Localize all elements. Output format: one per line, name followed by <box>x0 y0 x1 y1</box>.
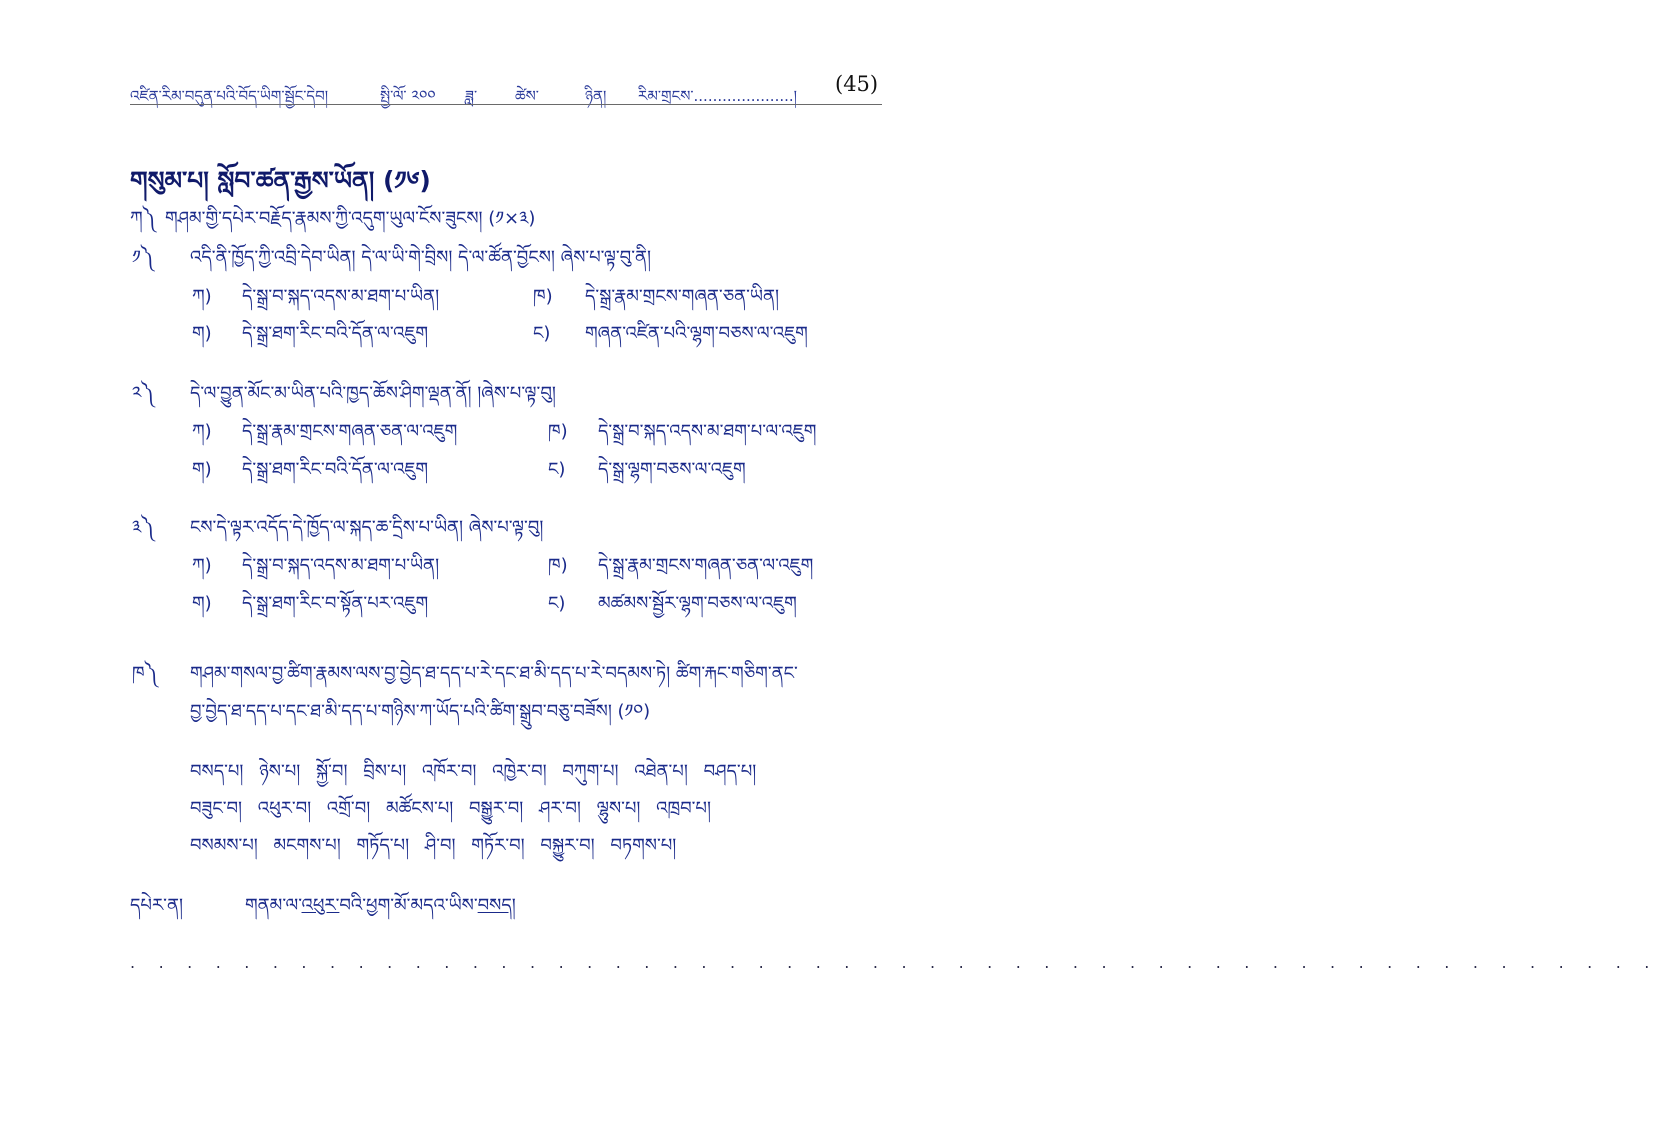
answer-line: . . . . . . . . . . . . . . . . . . . . . . . . . . . . . . . . . . . . . . . . . . . . . . . . . . . . . . <box>130 953 1659 972</box>
word-bank-item: འཁྱེར་བ། <box>492 761 547 782</box>
word-bank-item: གཏོད་པ། <box>356 835 410 856</box>
word-bank-item: འཐེན་པ། <box>634 761 688 782</box>
option-letter: ང) <box>548 459 566 480</box>
option-letter: ཀ) <box>192 555 212 576</box>
example-text: བའི་ཕྱག་མོ་མདའ་ཡིས་ <box>339 895 478 916</box>
option-text: དེ་སྒྲ་ཐག་རིང་བའི་དོན་ལ་འཇུག <box>242 459 429 480</box>
word-bank-item: འཁོར་བ། <box>421 761 477 782</box>
question-2-prompt-line-2: བྱ་བྱེད་ཐ་དད་པ་དང་ཐ་མི་དད་པ་གཉིས་ཀ་ཡོད་པའི་ཚིག་སྒྲུབ་བཅུ་བཟོས། (༡༠) <box>190 701 651 722</box>
sub-question-number: ༣༽ <box>132 517 155 538</box>
option-text: དེ་སྒྲ་རྣམ་གྲངས་གཞན་ཅན་ལ་འཇུག <box>598 555 814 576</box>
word-bank-item: འགྲོ་བ། <box>326 798 371 819</box>
option-text: དེ་སྒྲ་རྣམ་གྲངས་གཞན་ཅན་ལ་འཇུག <box>242 421 458 442</box>
option-text: དེ་སྒྲ་བ་སྐད་འདས་མ་ཐག་པ་ཡིན། <box>242 286 440 307</box>
sub-question-number: ༡༽ <box>132 247 154 268</box>
page-header <box>130 72 880 106</box>
option-letter: ཁ) <box>548 421 568 442</box>
sub-question-text: དེ་ལ་བྱུན་མོང་མ་ཡིན་པའི་ཁྱད་ཆོས་ཤིག་ལྡན་ནོ། །ཞེས་པ་ལྟ་བུ། <box>190 383 556 404</box>
example-sentence <box>245 886 516 936</box>
question-2-prompt-line-1: གཤམ་གསལ་བྱ་ཚིག་རྣམས་ལས་བྱ་བྱེད་ཐ་དད་པ་རེ་དང་ཐ་མི་དད་པ་རེ་བདམས་ཏེ། ཚིག་རྐང་གཅིག་ནང་ <box>190 663 798 684</box>
option-text: དེ་སྒྲ་བ་སྐད་འདས་མ་ཐག་པ་ཡིན། <box>242 555 440 576</box>
word-bank-item: ཉེས་པ། <box>259 761 301 782</box>
date-year: སྤྱི་ལོ་ ༢༠༠ <box>380 87 436 105</box>
option-text: དེ་སྒྲ་ཐག་རིང་བ་སྟོན་པར་འཇུག <box>242 593 429 614</box>
option-text: དེ་སྒྲ་ལྷག་བཅས་ལ་འཇུག <box>598 459 746 480</box>
example-underlined-word: འཕུར་ <box>301 895 340 916</box>
book-title: འཛིན་རིམ་བདུན་པའི་བོད་ཡིག་སྦྱོང་དེབ། <box>130 87 329 105</box>
word-bank-item: སྐྱོ་བ། <box>316 761 348 782</box>
word-bank-item: ཤི་བ། <box>424 835 456 856</box>
option-text: དེ་སྒྲ་ཐག་རིང་བའི་དོན་ལ་འཇུག <box>242 323 429 344</box>
word-bank-item: གཏོར་བ། <box>471 835 525 856</box>
question-2-label: ཁ༽ <box>132 663 158 684</box>
word-bank-item: མངགས་པ། <box>273 835 341 856</box>
option-letter: ག) <box>192 593 212 614</box>
sub-question-text: འདི་ནི་ཁྱོད་ཀྱི་འབྲི་དེབ་ཡིན། དེ་ལ་ཡི་གེ་བྲིས། དེ་ལ་ཚོན་བྱོངས། ཞེས་པ་ལྟ་བུ་ནི། <box>190 247 651 268</box>
header-rule <box>130 104 882 105</box>
word-bank-item: འཁྲབ་པ། <box>656 798 711 819</box>
example-text: གནམ་ལ་ <box>245 895 302 916</box>
word-bank-item: བྲིས་པ། <box>363 761 407 782</box>
word-bank-item: བསད་པ། <box>190 761 244 782</box>
word-bank-row <box>190 826 676 876</box>
word-bank-item: བཀུག་པ། <box>562 761 619 782</box>
word-bank-item: བསྐྱུར་བ། <box>540 835 595 856</box>
option-letter: ང) <box>533 323 551 344</box>
option-letter: ཁ) <box>548 555 568 576</box>
question-1-prompt: གཤམ་གྱི་དཔེར་བརྗོད་རྣམས་ཀྱི་འདུག་ཡུལ་ངོས་ཟུངས། (༡×༣) <box>165 208 536 229</box>
example-underlined-word: བསད <box>477 895 512 916</box>
word-bank-item: འཕུར་བ། <box>257 798 312 819</box>
option-letter: ཀ) <box>192 421 212 442</box>
option-text: དེ་སྒྲ་བ་སྐད་འདས་མ་ཐག་པ་ལ་འཇུག <box>598 421 817 442</box>
word-bank-item: ཤར་བ། <box>538 798 581 819</box>
option-letter: ག) <box>192 323 212 344</box>
date-weekday: ཉིན། <box>585 87 607 105</box>
sub-question-text: ངས་དེ་ལྟར་འདོད་དེ་ཁྱོད་ལ་སྐད་ཆ་དྲིས་པ་ཡིན། ཞེས་པ་ལྟ་བུ། <box>190 517 544 538</box>
example-label: དཔེར་ན། <box>130 895 183 916</box>
word-bank-item: བཏགས་པ། <box>610 835 677 856</box>
option-letter: ཀ) <box>192 286 212 307</box>
option-text: གཞན་འཛིན་པའི་ལྷག་བཅས་ལ་འཇུག <box>585 323 808 344</box>
word-bank-item: མཚོངས་པ། <box>385 798 454 819</box>
option-text: མཚམས་སྦྱོར་ལྷག་བཅས་ལ་འཇུག <box>598 593 797 614</box>
example-text: ། <box>511 895 516 916</box>
word-bank-item: བཟུང་བ། <box>190 798 243 819</box>
option-text: དེ་སྒྲ་རྣམ་གྲངས་གཞན་ཅན་ཡིན། <box>585 286 779 307</box>
section-title: གསུམ་པ། སློབ་ཚན་རྒྱས་ཡོན། (༡༦) <box>130 166 431 195</box>
option-letter: ཁ) <box>533 286 553 307</box>
word-bank-item: བསྒྱུར་བ། <box>469 798 524 819</box>
serial-number: རིམ་གྲངས་.....................། <box>638 87 797 105</box>
word-bank-item: བཤད་པ། <box>703 761 757 782</box>
option-letter: ང) <box>548 593 566 614</box>
question-1-label: ཀ༽ <box>130 208 156 229</box>
word-bank-item: བསམས་པ། <box>190 835 258 856</box>
word-bank-item: ལྷུས་པ། <box>596 798 641 819</box>
option-letter: ག) <box>192 459 212 480</box>
page-number: (45) <box>835 72 879 96</box>
date-month: ཟླ་ <box>465 87 478 105</box>
date-day: ཚེས་ <box>515 87 539 105</box>
sub-question-number: ༢༽ <box>132 383 155 404</box>
